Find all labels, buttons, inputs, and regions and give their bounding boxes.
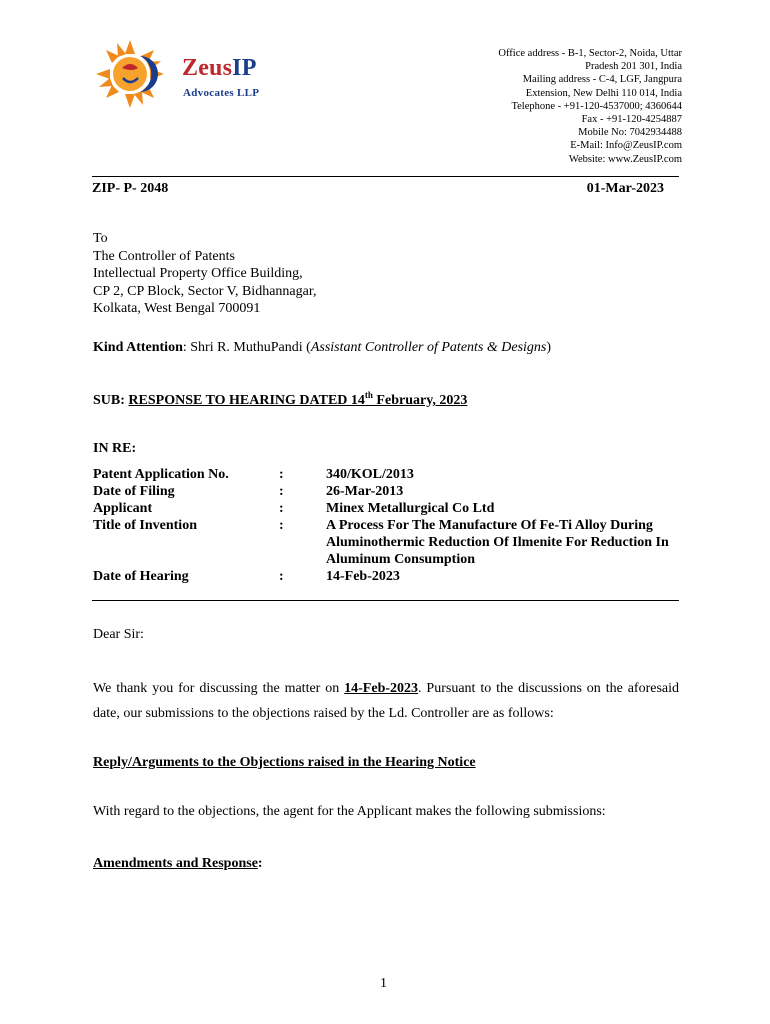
- section-heading-reply: Reply/Arguments to the Objections raised in the Hearing Notice: [93, 755, 476, 770]
- address-line: Office address - B-1, Sector-2, Noida, Uttar: [498, 48, 682, 59]
- subject-title: RESPONSE TO HEARING DATED 14th February, 2023: [128, 390, 468, 408]
- letter-date: 01-Mar-2023: [586, 181, 664, 196]
- addressee-line: Kolkata, West Bengal 700091: [93, 301, 261, 316]
- salutation: Dear Sir:: [93, 627, 144, 642]
- addressee-line: The Controller of Patents: [93, 248, 235, 264]
- office-address-block: [382, 47, 682, 166]
- brand-name: ZeusIP: [182, 55, 257, 81]
- page-number: 1: [380, 976, 387, 991]
- address-line: Telephone - +91-120-4537000; 4360644: [511, 100, 682, 112]
- kind-attention: Kind Attention: Shri R. MuthuPandi (Assistant Controller of Patents & Designs): [93, 340, 552, 355]
- address-line: Fax - +91-120-4254887: [581, 114, 682, 126]
- in-re-heading: IN RE:: [93, 441, 137, 456]
- section-divider: [92, 600, 679, 601]
- address-line: Pradesh 201 301, India: [585, 61, 682, 73]
- subject-line: SUB: RESPONSE TO HEARING DATED 14th February, 2023: [93, 390, 468, 408]
- address-line: Mailing address - C-4, LGF, Jangpura: [522, 74, 682, 86]
- intro-paragraph: We thank you for discussing the matter on 14-Feb-2023. Pursuant to the discussions on the aforesaid date, our submissions to the objections raised by the Ld. Controller are as follows:: [93, 681, 680, 721]
- submissions-paragraph: With regard to the objections, the agent for the Applicant makes the following submissions:: [93, 804, 606, 819]
- addressee-block: [93, 230, 316, 318]
- addressee-line: To: [93, 231, 108, 246]
- addressee-line: CP 2, CP Block, Sector V, Bidhannagar,: [93, 283, 317, 299]
- header-divider: [92, 176, 679, 177]
- reference-number: ZIP- P- 2048: [92, 181, 169, 196]
- section-heading-amendments: Amendments and Response:: [93, 856, 263, 871]
- addressee-line: Intellectual Property Office Building,: [93, 266, 303, 281]
- address-line: E-Mail: Info@ZeusIP.com: [570, 140, 682, 152]
- address-line: Extension, New Delhi 110 014, India: [525, 87, 682, 99]
- address-line: Mobile No: 7042934488: [578, 127, 682, 139]
- brand-tagline: Advocates LLP: [183, 87, 260, 99]
- address-line: Website: www.ZeusIP.com: [568, 153, 682, 165]
- sun-logo-icon: [92, 36, 182, 112]
